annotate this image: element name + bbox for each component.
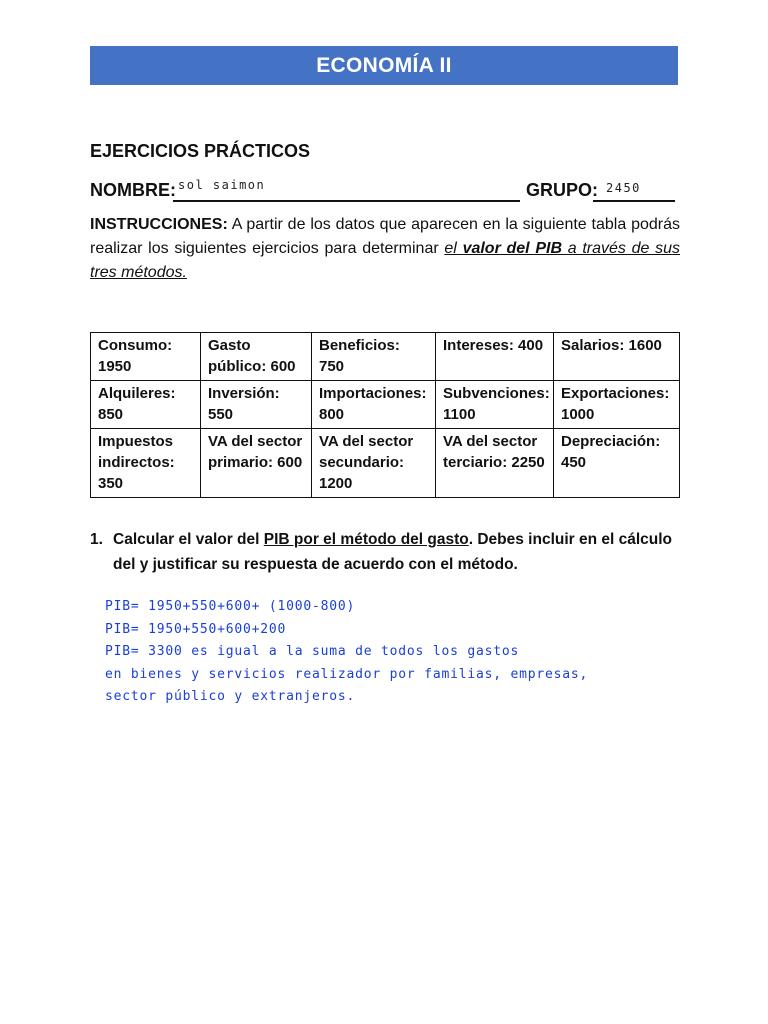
table-cell: VA del sector terciario: 2250 xyxy=(436,429,554,498)
table-cell: Inversión: 550 xyxy=(201,381,312,429)
instructions-label: INSTRUCCIONES: xyxy=(90,216,228,233)
question-number: 1. xyxy=(90,531,103,548)
answer-line: PIB= 3300 es igual a la suma de todos los gastos xyxy=(105,644,520,659)
table-cell: Importaciones: 800 xyxy=(312,381,436,429)
table-cell: VA del sector secundario: 1200 xyxy=(312,429,436,498)
instructions-text: A partir de los datos que aparecen en la siguiente tabla podrás realizar los siguientes ejercicios para determinar xyxy=(90,216,680,257)
handwritten-answer xyxy=(105,596,625,709)
page-title: ECONOMÍA II xyxy=(316,53,452,77)
table-cell: Exportaciones: 1000 xyxy=(554,381,680,429)
table-cell: Intereses: 400 xyxy=(436,333,554,381)
name-label: NOMBRE: xyxy=(90,180,176,200)
section-subtitle: EJERCICIOS PRÁCTICOS xyxy=(90,141,311,161)
instructions-emphasis-bold: valor del PIB xyxy=(462,240,563,257)
table-cell: Salarios: 1600 xyxy=(554,333,680,381)
question-text-underlined: PIB por el método del gasto xyxy=(263,531,469,548)
instructions-paragraph xyxy=(90,213,680,285)
table-cell: Alquileres: 850 xyxy=(91,381,201,429)
table-row xyxy=(91,429,680,498)
question-text xyxy=(113,527,683,577)
table-cell: Subvenciones: 1100 xyxy=(436,381,554,429)
instructions-emphasis-1: el xyxy=(444,240,463,257)
answer-line: PIB= 1950+550+600+200 xyxy=(105,621,287,637)
table-row xyxy=(91,381,680,429)
answer-line: sector público y extranjeros. xyxy=(105,689,356,704)
answer-line: en bienes y servicios realizador por familias, empresas, xyxy=(105,666,589,682)
name-field-value: sol saimon xyxy=(178,178,266,192)
table-cell: Consumo: 1950 xyxy=(91,333,201,381)
table-cell: Beneficios: 750 xyxy=(312,333,436,381)
table-cell: Impuestos indirectos: 350 xyxy=(91,429,201,498)
table-cell: Depreciación: 450 xyxy=(554,429,680,498)
instructions-emphasis-2: a través de sus tres métodos. xyxy=(90,240,681,281)
group-label: GRUPO: xyxy=(526,180,598,200)
question-text-1: Calcular el valor del xyxy=(113,531,264,548)
table-cell: Gasto público: 600 xyxy=(201,333,312,381)
name-field-underline[interactable] xyxy=(173,200,520,202)
group-field-value: 2450 xyxy=(606,181,641,195)
data-table xyxy=(90,332,680,498)
group-field-underline[interactable] xyxy=(593,200,675,202)
answer-line: PIB= 1950+550+600+ (1000-800) xyxy=(105,599,356,614)
table-cell: VA del sector primario: 600 xyxy=(201,429,312,498)
table-row xyxy=(91,333,680,381)
question-text-3: . Debes incluir en el cálculo del y justificar su respuesta de acuerdo con el método. xyxy=(113,531,673,573)
name-group-line xyxy=(90,180,680,210)
title-banner xyxy=(90,46,678,85)
